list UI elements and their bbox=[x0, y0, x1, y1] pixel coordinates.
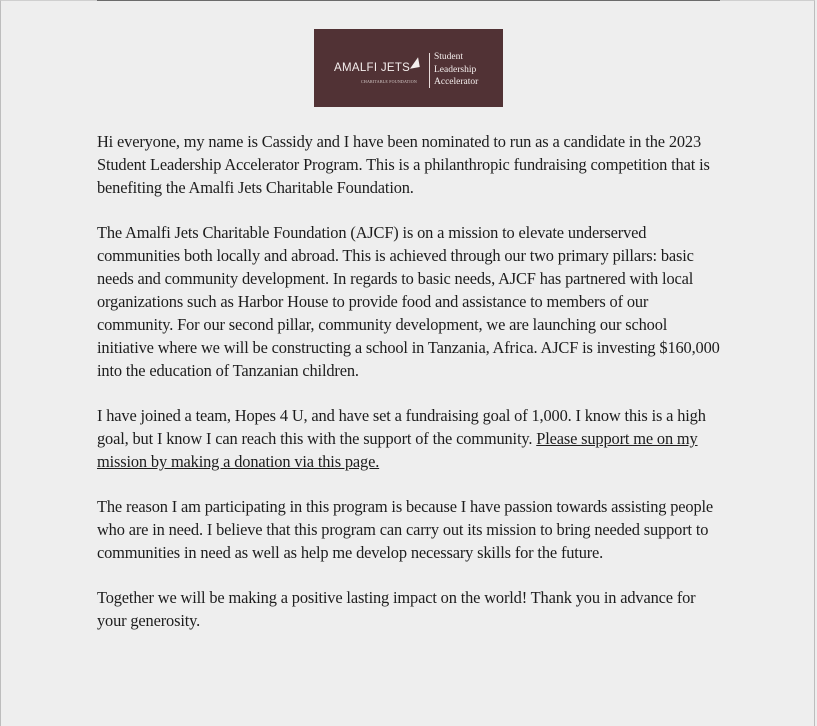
logo-program-line: Accelerator bbox=[434, 77, 479, 87]
logo-program-line: Student bbox=[434, 52, 464, 62]
fundraising-goal-paragraph bbox=[97, 404, 727, 473]
top-divider bbox=[97, 0, 720, 1]
closing-paragraph: Together we will be making a positive lasting impact on the world! Thank you in advance for your generosity. bbox=[97, 588, 696, 630]
campaign-story bbox=[97, 130, 727, 654]
logo-program-line: Leadership bbox=[434, 64, 477, 75]
intro-paragraph: Hi everyone, my name is Cassidy and I have been nominated to run as a candidate in the 2023 Student Leadership Accelerator Program. This is a philanthropic fundraising competition that is benefiting the Amalfi Jets Charitable Foundation. bbox=[97, 132, 710, 197]
motivation-paragraph: The reason I am participating in this program is because I have passion towards assisting people who are in need. I believe that this program can carry out its mission to bring needed support to communities in need as well as help me develop necessary skills for the future. bbox=[97, 497, 714, 562]
logo-brand-subtitle: CHARITABLE FOUNDATION bbox=[361, 79, 417, 84]
foundation-mission-paragraph: The Amalfi Jets Charitable Foundation (AJCF) is on a mission to elevate underserved communities both locally and abroad. This is achieved through our two primary pillars: basic needs and community development. In regards to basic needs, AJCF has partnered with local organizations such as Harbor House to provide food and assistance to members of our community. For our second pillar, community development, we are launching our school initiative where we will be constructing a school in Tanzania, Africa. AJCF is investing $160,000 into the education of Tanzanian children. bbox=[97, 223, 720, 380]
paper-plane-icon bbox=[408, 57, 420, 69]
logo-brand-text: AMALFI JETS bbox=[334, 62, 411, 74]
fundraising-goal-text: I have joined a team, Hopes 4 U, and have set a fundraising goal of 1,000. I know this is a high goal, but I know I can reach this with the support of the community. bbox=[97, 406, 706, 448]
amalfi-jets-logo bbox=[314, 29, 503, 107]
logo-divider bbox=[429, 53, 430, 88]
donation-link[interactable]: Please support me on my mission by making a donation via this page. bbox=[97, 429, 698, 471]
logo-program-name bbox=[434, 51, 478, 89]
